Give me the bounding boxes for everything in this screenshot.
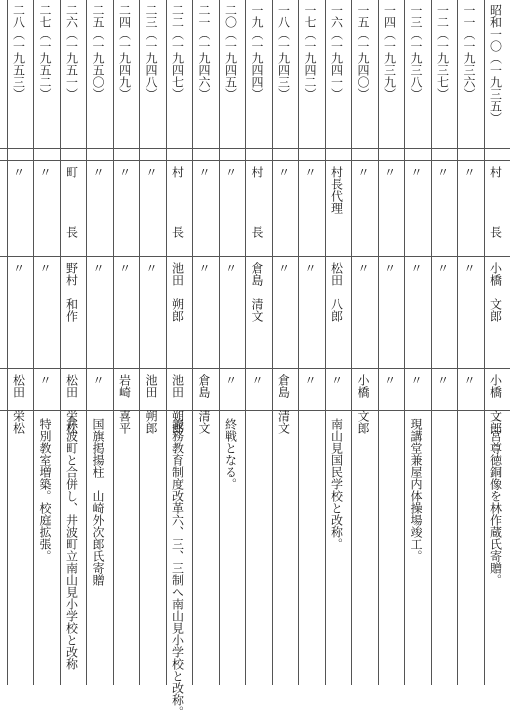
year-cell: 二〇（一九四五） — [224, 4, 238, 100]
year-cell: 一三（一九三八） — [409, 4, 423, 100]
principal-cell: 〃 — [383, 374, 397, 386]
principal-cell: 倉島 清文 — [197, 374, 211, 434]
year-column — [33, 0, 60, 685]
mayor-cell: 倉島 清文 — [250, 262, 264, 322]
mayor-cell: 松田 八郎 — [330, 262, 344, 322]
mayor-cell: 池田 朔郎 — [171, 262, 185, 322]
year-column — [404, 0, 431, 685]
year-column — [484, 0, 510, 685]
title-cell: 〃 — [91, 166, 105, 178]
principal-cell: 〃 — [250, 374, 264, 386]
year-cell: 二八（一九五三） — [12, 4, 26, 100]
year-cell: 一二（一九三七） — [436, 4, 450, 100]
year-column — [431, 0, 458, 685]
mayor-cell: 〃 — [12, 262, 26, 274]
principal-cell: 〃 — [224, 374, 238, 386]
year-column — [219, 0, 246, 685]
principal-cell: 小橋 文郎 — [489, 374, 503, 434]
year-cell: 二一（一九四六） — [197, 4, 211, 100]
principal-cell: 松田 栄松 — [12, 374, 26, 434]
year-column — [60, 0, 87, 685]
title-cell: 村 長 — [171, 166, 185, 238]
mayor-cell: 〃 — [91, 262, 105, 274]
principal-cell: 池田 朔郎 — [171, 374, 185, 434]
note-cell: 国旗掲揚柱 山崎外次郎氏寄贈 — [91, 418, 105, 586]
mayor-cell: 〃 — [409, 262, 423, 274]
year-column — [192, 0, 219, 685]
principal-cell: 松田 栄松 — [65, 374, 79, 434]
principal-cell: 〃 — [330, 374, 344, 386]
mayor-cell: 〃 — [383, 262, 397, 274]
year-cell: 二四（一九四九） — [118, 4, 132, 100]
mayor-cell: 〃 — [144, 262, 158, 274]
principal-cell: 〃 — [91, 374, 105, 386]
title-cell: 〃 — [38, 166, 52, 178]
title-cell: 〃 — [383, 166, 397, 178]
principal-cell: 倉島 清文 — [277, 374, 291, 434]
title-cell: 〃 — [277, 166, 291, 178]
mayor-cell: 〃 — [38, 262, 52, 274]
year-cell: 二五（一九五〇） — [91, 4, 105, 100]
mayor-cell: 〃 — [462, 262, 476, 274]
principal-cell: 〃 — [462, 374, 476, 386]
title-cell: 村長代理 — [330, 166, 344, 214]
title-cell: 〃 — [118, 166, 132, 178]
note-cell: 現講堂兼屋内体操場竣工。 — [409, 418, 423, 562]
year-column — [139, 0, 166, 685]
year-column — [457, 0, 484, 685]
title-cell: 〃 — [436, 166, 450, 178]
principal-cell: 小橋 文郎 — [356, 374, 370, 434]
year-column — [86, 0, 113, 685]
principal-cell: 〃 — [303, 374, 317, 386]
principal-cell: 〃 — [436, 374, 450, 386]
note-cell: 南山見国民学校と改称。 — [330, 418, 344, 550]
year-column — [378, 0, 405, 685]
mayor-cell: 〃 — [118, 262, 132, 274]
mayor-cell: 〃 — [197, 262, 211, 274]
title-cell: 町 長 — [65, 166, 79, 238]
year-column — [113, 0, 140, 685]
year-cell: 一七（一九四二） — [303, 4, 317, 100]
year-cell: 二六（一九五一） — [65, 4, 79, 100]
year-cell: 一四（一九三九） — [383, 4, 397, 100]
title-cell: 〃 — [144, 166, 158, 178]
title-cell: 〃 — [12, 166, 26, 178]
title-cell: 村 長 — [250, 166, 264, 238]
year-cell: 一一（一九三六） — [462, 4, 476, 100]
mayor-cell: 〃 — [356, 262, 370, 274]
year-cell: 一八（一九四三） — [277, 4, 291, 100]
year-cell: 二二（一九四七） — [171, 4, 185, 100]
year-cell: 一六（一九四一） — [330, 4, 344, 100]
principal-cell: 岩崎 喜平 — [118, 374, 132, 434]
note-cell: 井波町と合併し、井波町立南山見小学校と改称 — [65, 418, 79, 670]
title-cell: 村 長 — [489, 166, 503, 238]
mayor-cell: 〃 — [277, 262, 291, 274]
year-column — [351, 0, 378, 685]
year-column — [298, 0, 325, 685]
title-cell: 〃 — [409, 166, 423, 178]
note-cell: 二宮尊徳銅像を林作蔵氏寄贈。 — [489, 418, 503, 586]
year-cell: 一五（一九四〇） — [356, 4, 370, 100]
year-column — [7, 0, 34, 685]
title-cell: 〃 — [224, 166, 238, 178]
note-cell: 特別教室増築。校庭拡張。 — [38, 418, 52, 562]
mayor-cell: 〃 — [224, 262, 238, 274]
principal-cell: 〃 — [38, 374, 52, 386]
mayor-cell: 〃 — [436, 262, 450, 274]
year-column — [245, 0, 272, 685]
note-cell: 終戦となる。 — [224, 418, 238, 490]
mayor-cell: 〃 — [303, 262, 317, 274]
year-column — [325, 0, 352, 685]
year-cell: 二三（一九四八） — [144, 4, 158, 100]
title-cell: 〃 — [462, 166, 476, 178]
year-column — [272, 0, 299, 685]
title-cell: 〃 — [197, 166, 211, 178]
note-cell: 義務教育制度改革六、三、三制へ南山見小学校と改称。 — [171, 418, 185, 718]
year-cell: 昭和一〇（一九三五） — [489, 4, 503, 124]
mayor-cell: 野村 和作 — [65, 262, 79, 322]
title-cell: 〃 — [356, 166, 370, 178]
mayor-cell: 小橋 文郎 — [489, 262, 503, 322]
principal-cell: 池田 朔郎 — [144, 374, 158, 434]
title-cell: 〃 — [303, 166, 317, 178]
year-column — [166, 0, 193, 685]
year-cell: 二七（一九五二） — [38, 4, 52, 100]
year-cell: 一九（一九四四） — [250, 4, 264, 100]
principal-cell: 〃 — [409, 374, 423, 386]
